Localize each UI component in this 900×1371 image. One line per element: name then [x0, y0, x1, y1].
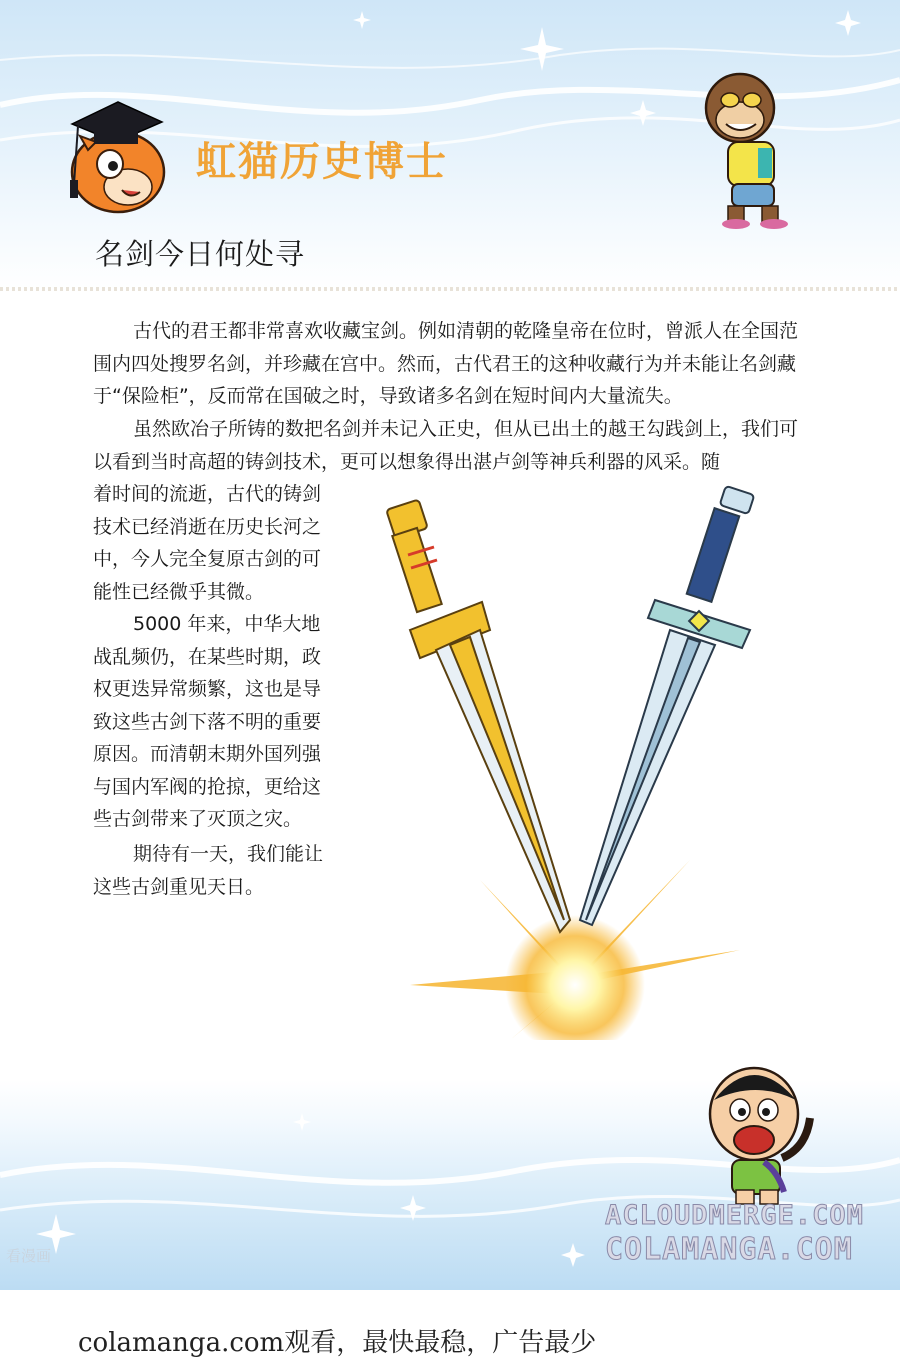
article-paragraph-4: 期待有一天，我们能让这些古剑重见天日。: [93, 843, 324, 898]
crossed-swords-illustration: [370, 480, 790, 1040]
watermark-colamanga: COLAMANGA.COM: [605, 1232, 853, 1267]
watermark-acloudmerge: ACLOUDMERGE.COM: [605, 1200, 864, 1231]
article-heading: 名剑今日何处寻: [95, 237, 306, 271]
page-title: 虹猫历史博士: [196, 139, 448, 185]
footer-caption: colamanga.com观看，最快最稳，广告最少: [78, 1328, 597, 1358]
boy-mascot: [702, 1062, 832, 1212]
corner-watermark: 看漫画: [6, 1247, 52, 1265]
blue-sword: [580, 486, 754, 925]
monkey-mascot: [698, 68, 808, 230]
article-paragraph-3: 5000 年来，中华大地战乱频仍，在某些时期，政权更迭异常频繁，这也是导致这些古剑下落不明的重要原因。而清朝末期外国列强与国内军阀的抢掠，更给这些古剑带来了灭顶之灾。: [93, 613, 322, 830]
golden-sword: [386, 499, 570, 932]
article-paragraph-1: 古代的君王都非常喜欢收藏宝剑。例如清朝的乾隆皇帝在位时，曾派人在全国范围内四处搜罗名剑，并珍藏在宫中。然而，古代君王的这种收藏行为并未能让名剑藏于“保险柜”，反而常在国破之时，导致诸多名剑在短时间内大量流失。: [93, 320, 799, 407]
cat-doctor-mascot: [58, 92, 173, 217]
article-paragraph-2: 虽然欧冶子所铸的数把名剑并未记入正史，但从已出土的越王勾践剑上，我们可以看到当时高超的铸剑技术，更可以想象得出湛卢剑等神兵利器的风采。随: [93, 418, 799, 473]
section-divider: [0, 287, 900, 291]
article-paragraph-2-continued: 着时间的流逝，古代的铸剑技术已经消逝在历史长河之中，今人完全复原古剑的可能性已经微乎其微。: [93, 483, 322, 603]
